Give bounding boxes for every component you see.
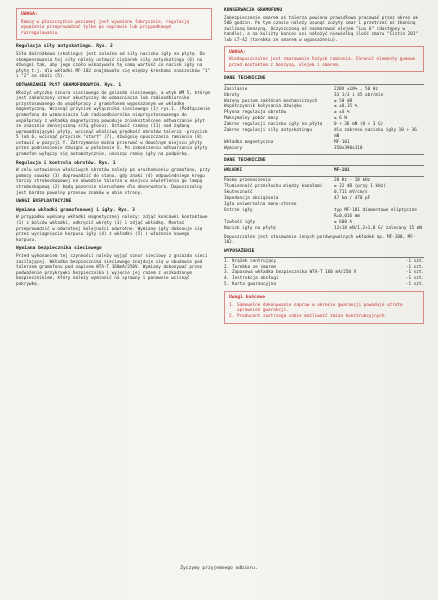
cartridge-header [224,168,424,174]
alternative-cartridge-note: Dopuszczalne jest stosowanie innych porównywalnych wkładek np. MF-100, MF-102. [224,234,416,246]
final-notes-list [229,303,419,320]
spec-value: dla zakresu nacisku igły 10 ÷ 36 mN [334,128,417,140]
warning-text: Ramię w płaszczyźnie poziomej jest wyważone fabrycznie, regulację wyważenia przeprowadzać tylko po naprawie lub przypadkowym rozregulowaniu. [21,19,190,36]
spec-row [224,146,424,152]
spec-label: Zasilanie [224,86,248,92]
section-fuse-text: Przed wykonaniem tej czynności należy wyjąć sznur sieciowy z gniazda sieci zasilającej. Wkładka bezpiecznika sieciowego znajduje się w obudowie pod talerzem gramofonu pod napisem WTA-T 160mA/250V. Wymiany dokonywać przez podważenie przykrywki bezpiecznika i wyjęcie jej razem z uszkodzonym bezpiecznikiem, który należy wymienić na sprawny i ponownie wcisnąć pokrywkę. [16,253,208,287]
list-item-number: 2. [229,313,235,319]
divider [224,176,424,177]
spec-value: ≥ 22 dB (przy 1 kHz) [334,184,386,190]
list-item-quantity: -1 szt. [405,264,424,270]
divider [224,84,424,85]
divider [224,154,424,155]
list-item-text: Karta gwarancyjna [232,281,276,287]
spec-value: 0,711 mV/cm/s [334,190,368,196]
cartridge-label: WKŁADKI [224,167,243,173]
section-specs-title: DANE TECHNICZNE [224,76,266,82]
section-accessories-title: WYPOSAŻENIE [224,248,255,254]
spec-label: Wymiary [224,145,243,151]
list-item-number: 3. [224,270,230,276]
spec-label: Igła uniwersalna mono-stereo [224,202,297,208]
spec-label: Impedancja obciążenia [224,196,279,202]
section-speed-text: W celu ustawienia właściwych obrotów należy po uruchomieniu gramofonu, przy pomocy suwaka (3) doprowadzić do stanu, gdy znaki (4) odpowiedniego kręgu tarczy stroboskopowej na obwodzie talerza w miejscu oświetlenia go lampą stroboskopową (2) będą pozornie nieruchome dla obserwatora. Dopuszczalny jest bardzo powolny przesuw znaków w obie strony. [16,168,211,196]
specs-table [224,87,424,152]
spec-label: Płynna regulacja obrotów [224,110,287,116]
spec-value: ≥ ±4 % [334,110,350,116]
section-fuse-title: Wymiana bezpiecznika sieciowego [16,246,102,252]
spec-row [224,226,424,232]
spec-label: Ostrze igły [224,208,253,214]
warning-text: Wiedopuszczalne jest smarowanie łożysk ramienia. Chronić elementy gumowe przed kontaktem z benzyną, olejem i smarem. [229,57,416,68]
section-playback-title: ODTWARZANIE PŁYT GRAMOFONOWYCH. Rys. 1 [16,82,122,88]
warning-box-lubrication [224,46,424,73]
final-notes-title: Uwagi końcowe [229,295,265,301]
spec-value: ≤ 6 W [334,116,347,122]
list-item-text: Instrukcja obsługi [232,275,279,281]
divider [224,165,424,166]
spec-label: Tzwłość igły [224,219,256,225]
list-item-number: 1. [229,302,235,308]
warning-box-balance [16,8,212,40]
list-item-quantity: -1 szt. [405,281,424,287]
spec-label: Zakres regulacji nacisku igły na płytę [224,122,323,128]
spec-value: 0 ÷ 36 mN (0 ÷ 3 G) [334,122,384,128]
spec-value: MF-101 [334,140,350,145]
accessories-list [224,259,424,287]
right-column [224,8,424,328]
list-item-text: Krążek centrujący [232,259,276,265]
spec-value: ≥ 600 h [334,219,353,225]
list-item-quantity: -1 szt. [405,270,424,276]
section-usage-notes-title: UWAGI EKSPLOATACYJNE [16,199,72,205]
spec-label: Obroty [224,92,240,98]
list-item-number: 5. [224,281,230,287]
section-speed-title: Regulacja i kontrola obrotów. Rys. 1 [16,160,116,166]
spec-value: 33 1/3 i 45 obr/min [334,92,384,98]
section-antiskating-text: Siła dośrodkowa (skatingu) jest zależna od siły nacisku igły na płytę. Do skompensowania tej siły należy ustawić ciężarek siły antyskatingu (6) na dźwigni tak, aby jego czoło wskazywało tę samą wartość co nacisk igły na płytę t.j. dla wkładki MF-102 znajdowało się między kreskami znaczników "1" i "2" na skali (5). [16,51,211,80]
spec-value: 20 Hz - 18 kHz [334,178,371,184]
list-item-quantity: -1 szt. [405,275,424,281]
section-maintenance-text: Zabezpieczenie smarem oś talerza powinna prawidłowo pracować przez okres ok 500 godzin. Po tym czasie należy usunąć zużyty smar i przetrzeć oś tkaniną zwilżoną benzyną. Oczyszczoną oś nasmarować olejem "Lux 6" (dostępny w handlu), a na kuliżty koniec osi nałożyć niewielką ilość smaru "Cistin 201" lub LT-42 (tarebka ze smarem w wyposażeniu). [224,15,419,43]
final-notes-box [224,291,424,323]
list-item-number: 1. [224,259,230,265]
cartridge-model: MF-101 [334,167,350,173]
list-item [229,314,419,320]
spec-value: 220V ±10% , 50 Hz [334,86,378,92]
left-column [16,8,212,290]
spec-label: Skuteczność [224,190,253,196]
section-playback-text: Włożyć wtyczkę sznura sieciowego do gniazda sieciowego, a wtyk WM 5, którym jest zakończony sznur akustyczny do wzmacniacza lub radioodbiornika przystosowanego do współpracy z gramofonem wyposażonym we wkładkę magnetyczną. Wcisnąć przycisk wyłącznika sieciowego (1) rys.1. (Podłączenie gramofonu do wzmacniacza lub radioodbiornika nieprzystosowanego do współpracy z wkładką magnetyczną powoduje zniekształcone odtwarzanie płyt ze znacznie zmniejszoną siłą głosu). Ustawić rzemię (11) nad żądaną wprowadzającymi płyty, wcisnąć właściwą prędkość obrotów talerza -przycisk 5 lub 6, wcisnąć przycisk "start" (7), dźwignię opuszczania ramienia (8) ustawić w pozycji Y. Zatrzymanie można przerwać w dowolnym miejscu płyty przez podniesienie dźwigni w położenie X. Po zakończeniu odtwarzania płyty gramofon wyłączy się automatycznie, unosząc ramię igły na podpórkę. [16,90,211,158]
list-item-quantity: -1 szt. [405,259,424,265]
section-cartridge-specs-title: DANE TECHNICZNE [224,157,266,163]
warning-title: UWAGA: [229,49,246,55]
spec-value: 47 kΩ / 470 pF [334,196,371,202]
section-cartridge-title: Wymiana wkładki gramofonowej i igły. Rys. 3 [16,207,135,213]
list-item-text: Producent zastrzega sobie możliwość zmian konstrukcyjnych. [237,313,388,319]
list-item-text: Torebka ze smarem [232,264,276,270]
list-item-text: Samowolne dokonywanie napraw w okresie gwarancji powoduje utratę uprawnień gwarancji. [237,302,403,314]
spec-value: typ MF-101 diamentowe eliptyczne R=0,016 mm [334,208,417,219]
spec-label: Pasmo przenoszenia [224,178,271,184]
spec-label: Tłumienność przesłuchu między kanałami [224,184,323,190]
spec-row [224,208,424,220]
list-item [224,282,424,288]
spec-value: 12÷18 mN/1,2÷1,8 G/ zalecany 15 mN [334,225,422,231]
list-item-number: 4. [224,275,230,281]
list-item [229,303,419,314]
spec-label: Wkładka magnetyczna [224,140,274,145]
divider [224,257,424,258]
spec-label: Współczynnik kołysania dźwięku [224,104,302,110]
spec-row [224,128,424,140]
closing-message: Życzymy przyjemnego odbioru. [180,566,258,571]
cartridge-specs-table [224,178,424,231]
section-maintenance-title: KONSERWACJA GRAMOFONU [224,8,283,13]
warning-title: UWAGA: [21,12,38,17]
list-item-number: 2. [224,264,230,270]
spec-label: Ważony poziom zakłóceń mechanicznych [224,98,318,104]
spec-label: Zakres regulacji siły antyskatingu [224,128,312,134]
spec-label: Nacisk igły na płytę [224,225,276,231]
spec-value: 350x390x110 [334,145,363,151]
list-item-text: Zapasowa wkładka bezpiecznika WTA-T 160 mA/250 V [232,270,357,276]
spec-value: ≤ ±0,15 % [334,104,358,110]
spec-value: ≥ 50 dB [334,98,353,104]
section-antiskating-title: Regulacja siły antyskatingu. Rys. 2 [16,44,113,50]
spec-label: Maksymalny pobór mocy [224,116,279,122]
section-cartridge-text: W przypadku wymiany wkładki magnetycznej należy: zdjąć końcówki kontaktowe (1) z bolców wkładki, odkręcić wkręty (3) i zdjąć wkładkę. Montaż przeprowadzić w odwrotnej kolejności odwrotne. Wymianę igły dokonuje się przez wyciągnięcie korpusu igły (4) z wkładki (5) i włożenie nowego korpusu. [16,215,208,243]
